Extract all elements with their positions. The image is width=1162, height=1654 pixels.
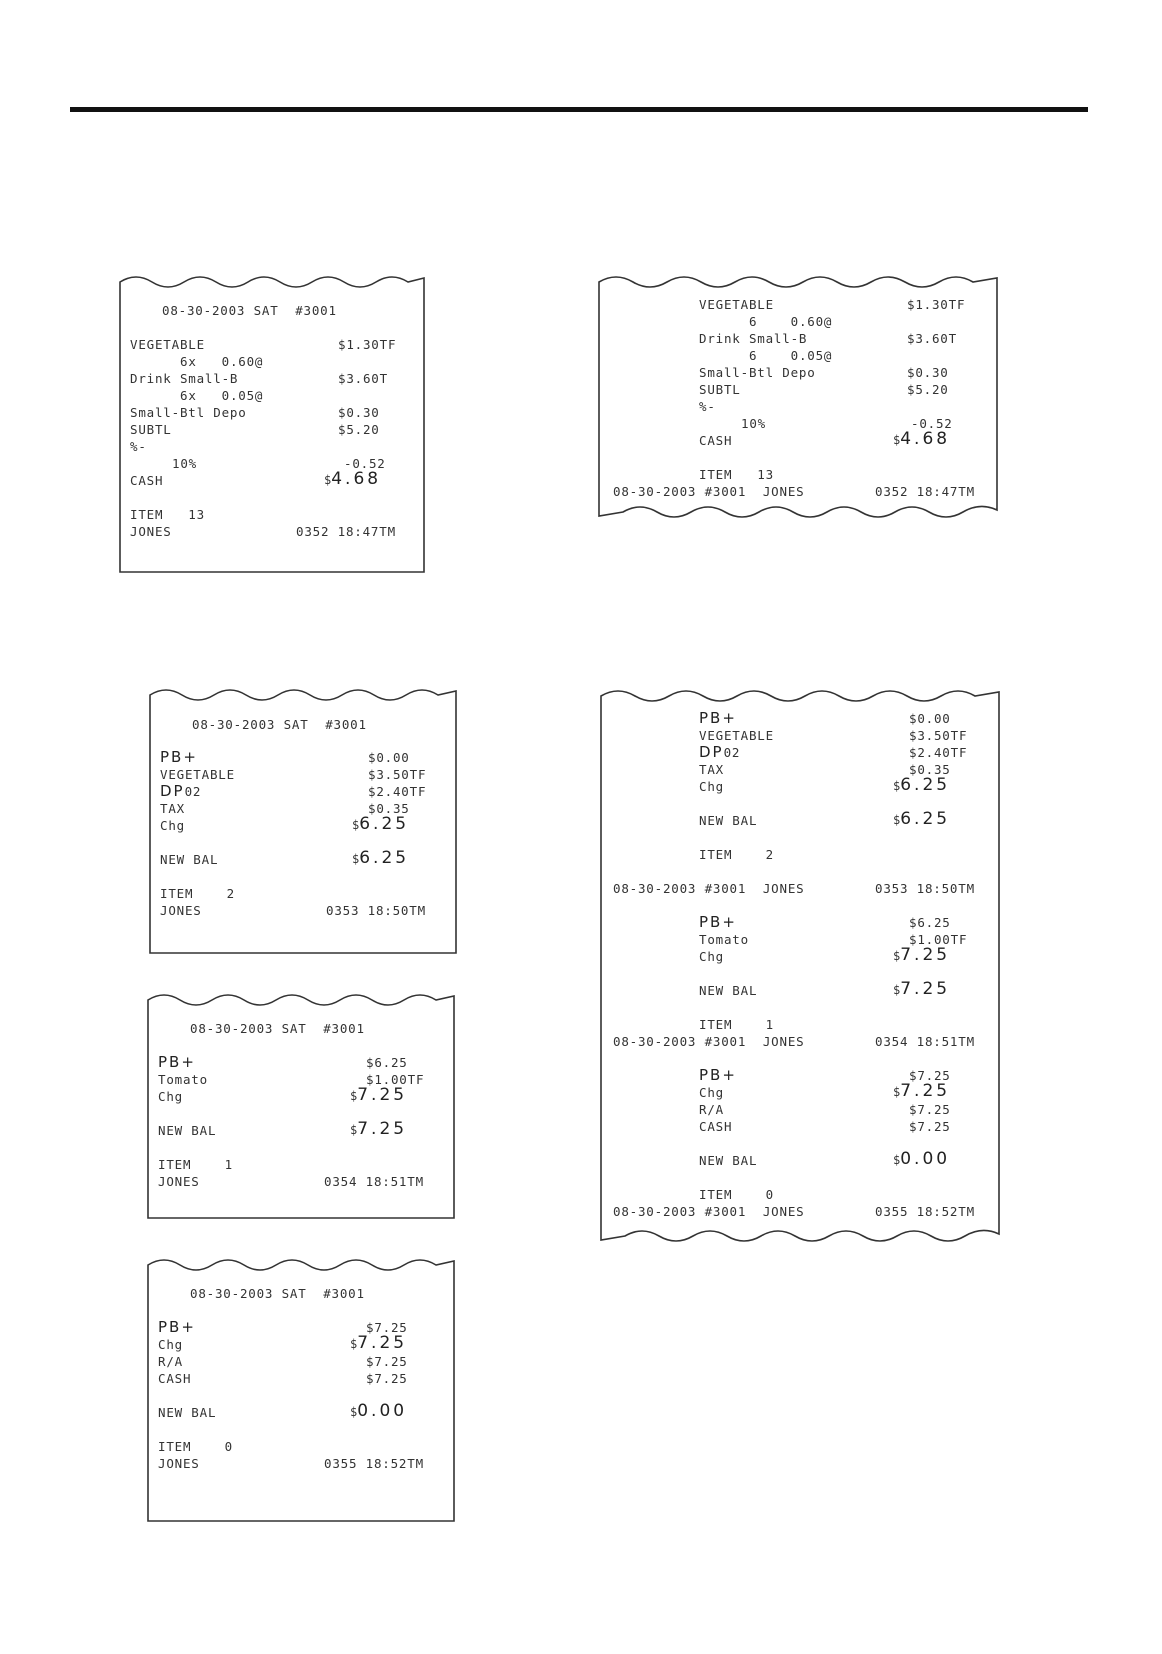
new-balance-amount: $7.25 bbox=[350, 1119, 408, 1139]
line-label: Drink Small-B bbox=[699, 331, 808, 346]
line-label: Small-Btl Depo bbox=[130, 405, 247, 420]
line-label: 6 0.60@ bbox=[749, 314, 833, 329]
line-label: SUBTL bbox=[130, 422, 172, 437]
clerk-name: JONES bbox=[130, 524, 172, 539]
department-label: DP02 bbox=[160, 782, 202, 800]
line-label: Tomato bbox=[158, 1072, 208, 1087]
journal-footer-right: 0354 18:51TM bbox=[875, 1034, 975, 1049]
received-on-account-label: R/A bbox=[699, 1102, 724, 1117]
line-value: $5.20 bbox=[338, 422, 380, 437]
journal-footer-right: 0353 18:50TM bbox=[875, 881, 975, 896]
item-count: ITEM 13 bbox=[699, 467, 774, 482]
received-on-account-value: $7.25 bbox=[909, 1102, 951, 1117]
cash-value: $7.25 bbox=[366, 1371, 408, 1386]
received-on-account-value: $7.25 bbox=[366, 1354, 408, 1369]
tax-label: TAX bbox=[699, 762, 724, 777]
line-label: 6 0.05@ bbox=[749, 348, 833, 363]
cash-label: CASH bbox=[158, 1371, 192, 1386]
line-value: -0.52 bbox=[344, 456, 386, 471]
line-value: $3.50TF bbox=[368, 767, 427, 782]
line-label: Tomato bbox=[699, 932, 749, 947]
line-label: VEGETABLE bbox=[130, 337, 205, 352]
receipt-charge-1 bbox=[150, 685, 460, 955]
journal-footer-left: 08-30-2003 #3001 JONES bbox=[613, 1034, 805, 1049]
previous-balance-value: $6.25 bbox=[909, 915, 951, 930]
item-count: ITEM 13 bbox=[130, 507, 205, 522]
line-value: -0.52 bbox=[911, 416, 953, 431]
previous-balance-value: $7.25 bbox=[909, 1068, 951, 1083]
charge-amount: $6.25 bbox=[352, 814, 410, 834]
charge-amount: $7.25 bbox=[350, 1085, 408, 1105]
item-count: ITEM 2 bbox=[699, 847, 774, 862]
item-count: ITEM 1 bbox=[158, 1157, 233, 1172]
line-label: VEGETABLE bbox=[699, 728, 774, 743]
line-value: $3.50TF bbox=[909, 728, 968, 743]
previous-balance-value: $0.00 bbox=[368, 750, 410, 765]
line-value: $1.00TF bbox=[366, 1072, 425, 1087]
tax-value: $0.35 bbox=[909, 762, 951, 777]
receipt-header: 08-30-2003 SAT #3001 bbox=[190, 1021, 365, 1036]
line-label: VEGETABLE bbox=[160, 767, 235, 782]
line-label: %- bbox=[699, 399, 716, 414]
line-value: $1.30TF bbox=[338, 337, 397, 352]
line-value: $1.00TF bbox=[909, 932, 968, 947]
charge-amount: $6.25 bbox=[893, 775, 951, 795]
clerk-name: JONES bbox=[160, 903, 202, 918]
journal-footer-left: 08-30-2003 #3001 JONES bbox=[613, 1204, 805, 1219]
charge-label: Chg bbox=[160, 818, 185, 833]
new-balance-label: NEW BAL bbox=[158, 1123, 217, 1138]
journal-charge-payment bbox=[601, 686, 1005, 1246]
line-value: $1.30TF bbox=[907, 297, 966, 312]
item-count: ITEM 0 bbox=[158, 1439, 233, 1454]
receipt-cash-sale bbox=[120, 272, 426, 574]
cash-label: CASH bbox=[699, 1119, 733, 1134]
department-label: DP02 bbox=[699, 743, 741, 761]
receipt-header: 08-30-2003 SAT #3001 bbox=[162, 303, 337, 318]
charge-label: Chg bbox=[699, 1085, 724, 1100]
new-balance-label: NEW BAL bbox=[160, 852, 219, 867]
previous-balance-value: $6.25 bbox=[366, 1055, 408, 1070]
new-balance-label: NEW BAL bbox=[699, 1153, 758, 1168]
journal-cash-sale bbox=[599, 272, 1001, 524]
clerk-name: JONES bbox=[158, 1456, 200, 1471]
previous-balance-label: PB+ bbox=[699, 913, 737, 931]
tax-value: $0.35 bbox=[368, 801, 410, 816]
journal-footer-right: 0352 18:47TM bbox=[875, 484, 975, 499]
charge-amount: $7.25 bbox=[893, 1081, 951, 1101]
charge-label: Chg bbox=[158, 1089, 183, 1104]
receipt-header: 08-30-2003 SAT #3001 bbox=[192, 717, 367, 732]
item-count: ITEM 0 bbox=[699, 1187, 774, 1202]
line-value: $3.60T bbox=[907, 331, 957, 346]
receipt-stamp: 0353 18:50TM bbox=[326, 903, 426, 918]
line-value: $5.20 bbox=[907, 382, 949, 397]
journal-footer-left: 08-30-2003 #3001 JONES bbox=[613, 881, 805, 896]
journal-footer-left: 08-30-2003 #3001 JONES bbox=[613, 484, 805, 499]
line-value: $0.30 bbox=[907, 365, 949, 380]
charge-amount: $7.25 bbox=[893, 945, 951, 965]
previous-balance-label: PB+ bbox=[158, 1318, 196, 1336]
new-balance-amount: $7.25 bbox=[893, 979, 951, 999]
new-balance-label: NEW BAL bbox=[699, 983, 758, 998]
previous-balance-label: PB+ bbox=[160, 748, 198, 766]
receipt-payment bbox=[148, 1255, 458, 1523]
new-balance-amount: $0.00 bbox=[350, 1401, 408, 1421]
previous-balance-label: PB+ bbox=[158, 1053, 196, 1071]
line-label: Small-Btl Depo bbox=[699, 365, 816, 380]
new-balance-label: NEW BAL bbox=[158, 1405, 217, 1420]
charge-label: Chg bbox=[158, 1337, 183, 1352]
receipt-stamp: 0354 18:51TM bbox=[324, 1174, 424, 1189]
total-amount: $4.68 bbox=[893, 429, 951, 449]
line-value: $3.60T bbox=[338, 371, 388, 386]
item-count: ITEM 1 bbox=[699, 1017, 774, 1032]
previous-balance-value: $0.00 bbox=[909, 711, 951, 726]
line-label: SUBTL bbox=[699, 382, 741, 397]
line-value: $2.40TF bbox=[909, 745, 968, 760]
charge-amount: $7.25 bbox=[350, 1333, 408, 1353]
line-label: 6x 0.60@ bbox=[180, 354, 264, 369]
receipt-charge-2 bbox=[148, 990, 458, 1220]
new-balance-label: NEW BAL bbox=[699, 813, 758, 828]
line-label: 10% bbox=[741, 416, 766, 431]
receipt-header: 08-30-2003 SAT #3001 bbox=[190, 1286, 365, 1301]
journal-footer-right: 0355 18:52TM bbox=[875, 1204, 975, 1219]
receipt-stamp: 0352 18:47TM bbox=[296, 524, 396, 539]
new-balance-amount: $0.00 bbox=[893, 1149, 951, 1169]
line-label: %- bbox=[130, 439, 147, 454]
charge-label: Chg bbox=[699, 949, 724, 964]
new-balance-amount: $6.25 bbox=[352, 848, 410, 868]
received-on-account-label: R/A bbox=[158, 1354, 183, 1369]
cash-value: $7.25 bbox=[909, 1119, 951, 1134]
top-rule bbox=[70, 107, 1088, 112]
line-label: VEGETABLE bbox=[699, 297, 774, 312]
total-label: CASH bbox=[699, 433, 733, 448]
previous-balance-label: PB+ bbox=[699, 709, 737, 727]
line-label: 6x 0.05@ bbox=[180, 388, 264, 403]
item-count: ITEM 2 bbox=[160, 886, 235, 901]
line-value: $2.40TF bbox=[368, 784, 427, 799]
charge-label: Chg bbox=[699, 779, 724, 794]
total-amount: $4.68 bbox=[324, 469, 382, 489]
total-label: CASH bbox=[130, 473, 164, 488]
receipt-stamp: 0355 18:52TM bbox=[324, 1456, 424, 1471]
previous-balance-label: PB+ bbox=[699, 1066, 737, 1084]
previous-balance-value: $7.25 bbox=[366, 1320, 408, 1335]
line-label: 10% bbox=[172, 456, 197, 471]
new-balance-amount: $6.25 bbox=[893, 809, 951, 829]
line-label: Drink Small-B bbox=[130, 371, 239, 386]
clerk-name: JONES bbox=[158, 1174, 200, 1189]
line-value: $0.30 bbox=[338, 405, 380, 420]
tax-label: TAX bbox=[160, 801, 185, 816]
